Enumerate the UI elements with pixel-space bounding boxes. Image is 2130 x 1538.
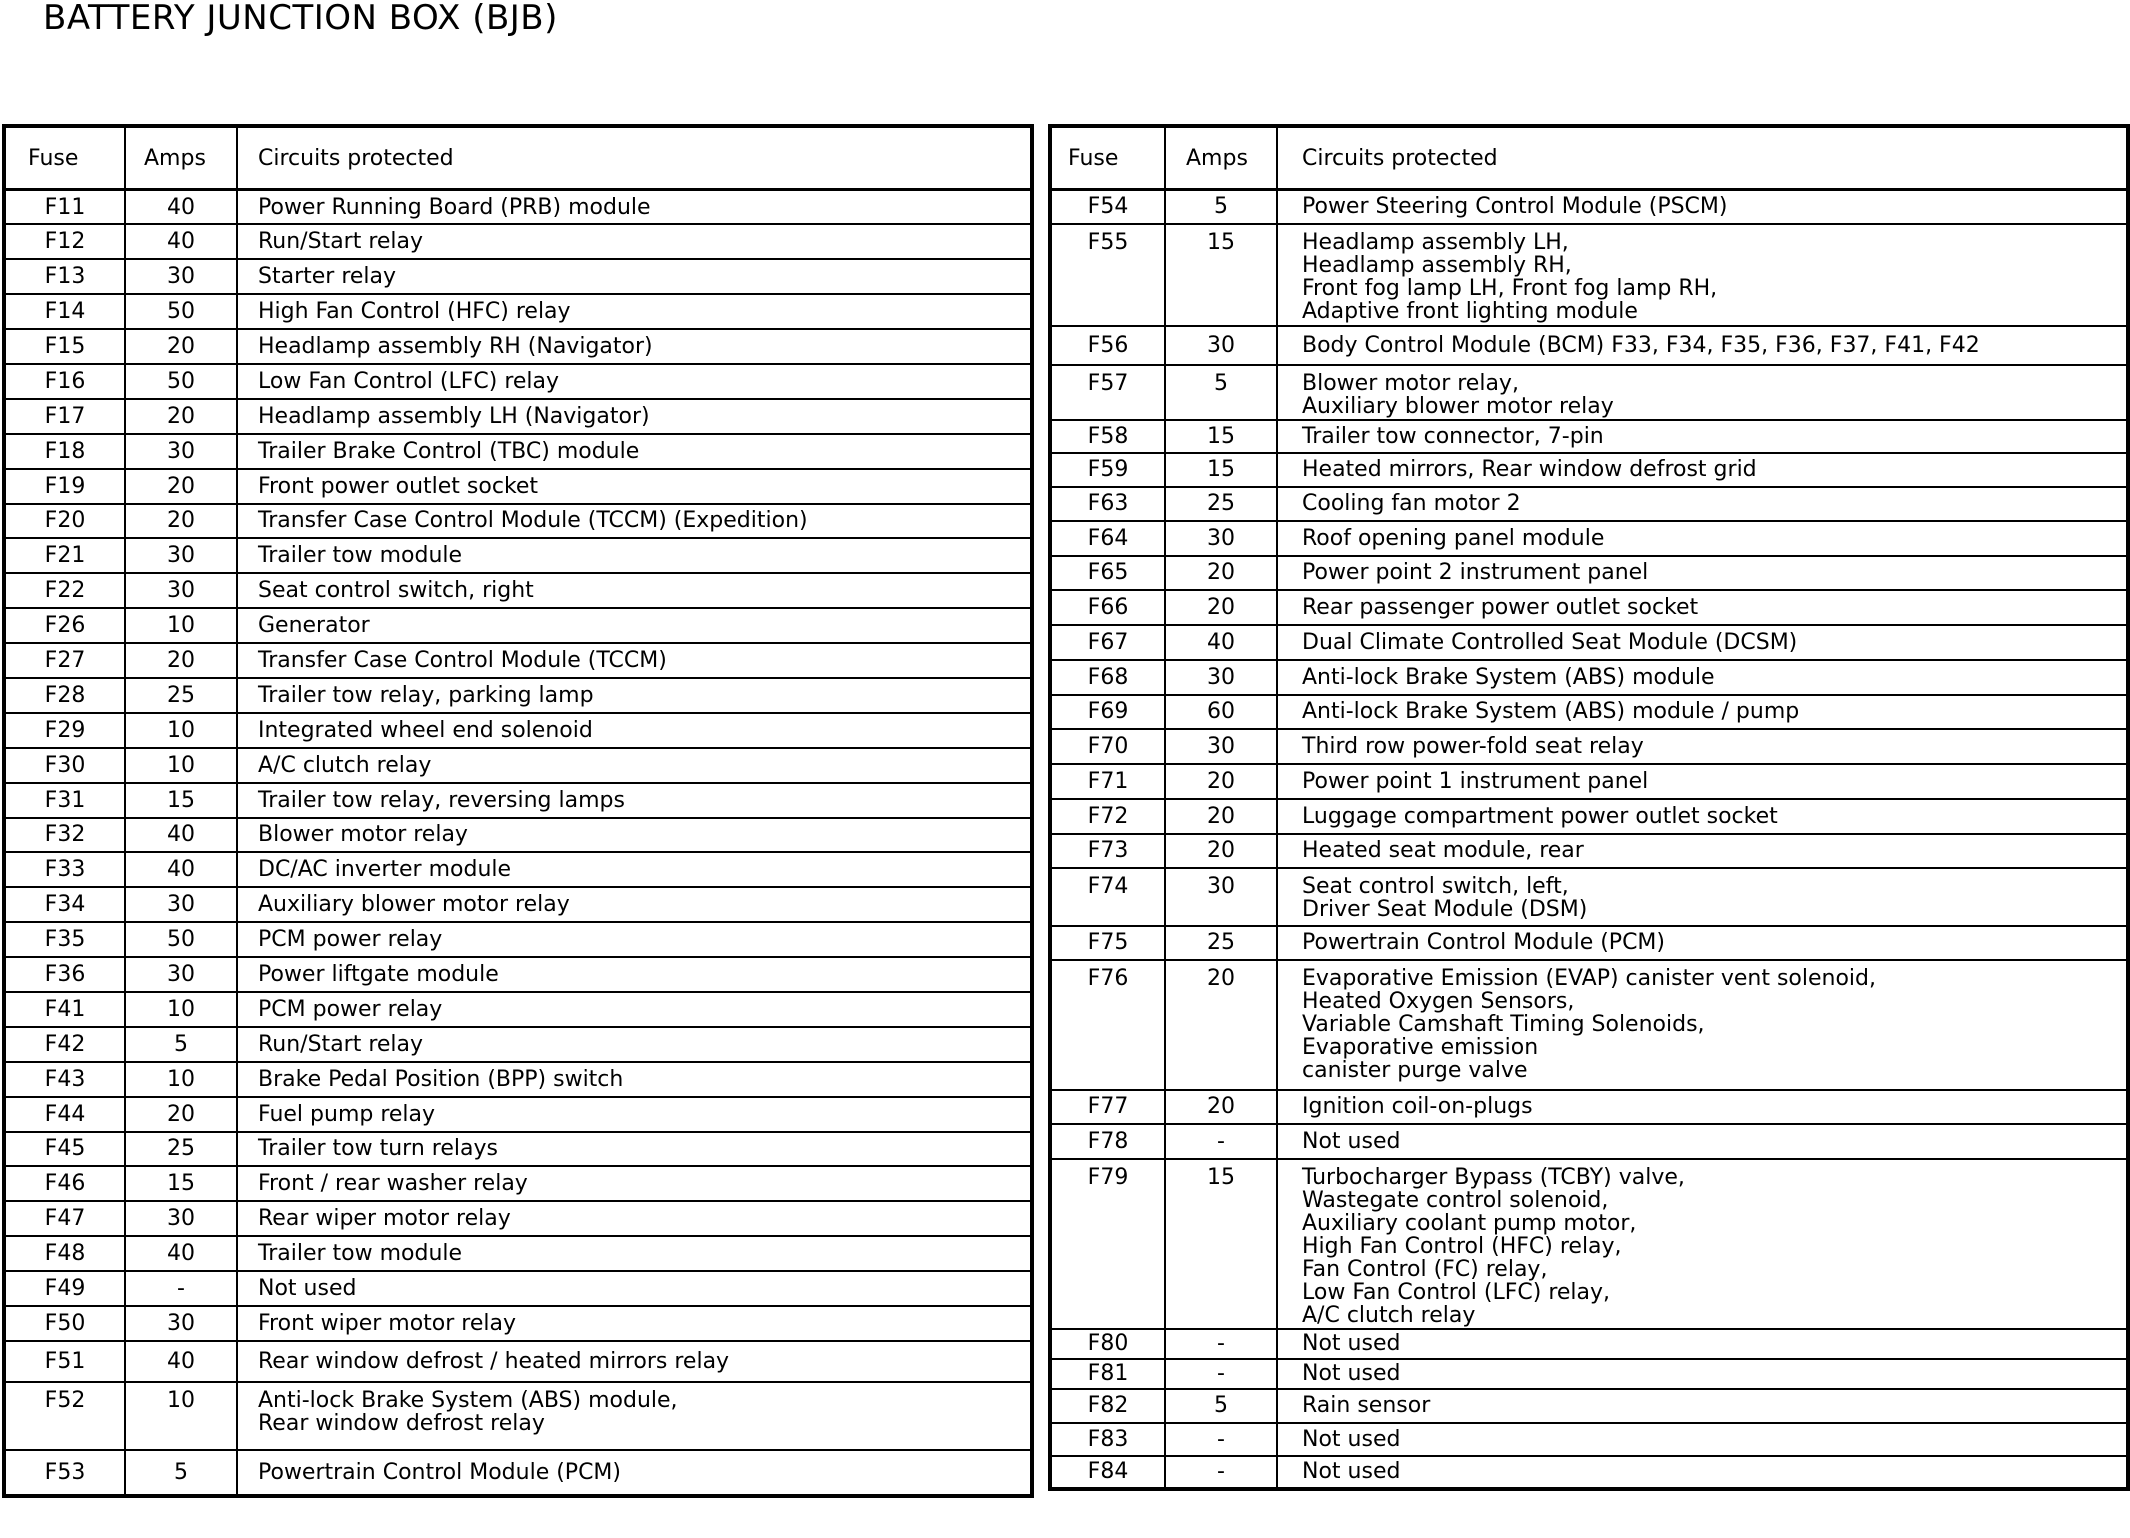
amps-cell: 15	[1165, 1159, 1277, 1329]
fuse-id-cell: F31	[4, 783, 125, 818]
amps-cell: 20	[1165, 799, 1277, 834]
fuse-id-cell: F42	[4, 1027, 125, 1062]
fuse-id-cell: F45	[4, 1132, 125, 1167]
table-header-row	[1050, 126, 2128, 190]
circuits-cell: Blower motor relay, Auxiliary blower motor relay	[1277, 365, 2128, 420]
fuse-id-cell: F84	[1050, 1456, 1165, 1489]
circuits-cell: Seat control switch, right	[237, 573, 1032, 608]
fuse-row	[1050, 1090, 2128, 1124]
fuse-id-cell: F53	[4, 1450, 125, 1496]
fuse-row	[4, 259, 1032, 294]
amps-cell: -	[1165, 1359, 1277, 1389]
fuse-row	[4, 1341, 1032, 1382]
circuits-cell: PCM power relay	[237, 992, 1032, 1027]
fuse-id-cell: F13	[4, 259, 125, 294]
fuse-id-cell: F19	[4, 469, 125, 504]
amps-cell: 30	[125, 259, 237, 294]
fuse-id-cell: F11	[4, 190, 125, 225]
fuse-row	[4, 329, 1032, 364]
circuits-cell: Third row power-fold seat relay	[1277, 729, 2128, 764]
amps-cell: 30	[1165, 660, 1277, 695]
amps-cell: 60	[1165, 695, 1277, 729]
amps-cell: 40	[125, 1236, 237, 1271]
amps-cell: 30	[1165, 868, 1277, 926]
circuits-cell: Front wiper motor relay	[237, 1306, 1032, 1341]
fuse-id-cell: F30	[4, 748, 125, 783]
fuse-id-cell: F15	[4, 329, 125, 364]
amps-cell: 20	[125, 504, 237, 539]
amps-cell: -	[1165, 1329, 1277, 1359]
fuse-row	[1050, 590, 2128, 625]
amps-cell: 5	[125, 1450, 237, 1496]
fuse-row	[1050, 625, 2128, 660]
amps-cell: 15	[1165, 420, 1277, 453]
circuits-cell: Dual Climate Controlled Seat Module (DCSM)	[1277, 625, 2128, 660]
fuse-id-cell: F50	[4, 1306, 125, 1341]
fuse-row	[1050, 695, 2128, 729]
fuse-id-cell: F35	[4, 922, 125, 957]
amps-cell: 20	[125, 1097, 237, 1132]
fuse-id-cell: F33	[4, 852, 125, 887]
fuse-id-cell: F58	[1050, 420, 1165, 453]
fuse-row	[4, 643, 1032, 678]
fuse-row	[4, 992, 1032, 1027]
amps-cell: 40	[125, 852, 237, 887]
circuits-cell: Anti-lock Brake System (ABS) module, Rear window defrost relay	[237, 1382, 1032, 1450]
circuits-cell: Power liftgate module	[237, 957, 1032, 992]
circuits-cell: Run/Start relay	[237, 224, 1032, 259]
fuse-row	[4, 748, 1032, 783]
amps-cell: 30	[1165, 729, 1277, 764]
fuse-id-cell: F59	[1050, 453, 1165, 487]
fuse-id-cell: F63	[1050, 487, 1165, 521]
fuse-id-cell: F29	[4, 713, 125, 748]
fuse-id-cell: F67	[1050, 625, 1165, 660]
fuse-row	[4, 573, 1032, 608]
circuits-cell: Trailer tow turn relays	[237, 1132, 1032, 1167]
fuse-row	[4, 713, 1032, 748]
amps-cell: 20	[1165, 1090, 1277, 1124]
fuse-id-cell: F34	[4, 887, 125, 922]
amps-cell: 20	[1165, 590, 1277, 625]
fuse-id-cell: F48	[4, 1236, 125, 1271]
fuse-row	[1050, 190, 2128, 224]
amps-cell: 20	[1165, 834, 1277, 868]
circuits-cell: Not used	[237, 1271, 1032, 1306]
circuits-cell: Power point 1 instrument panel	[1277, 764, 2128, 799]
fuse-row	[1050, 960, 2128, 1090]
amps-cell: 5	[1165, 365, 1277, 420]
fuse-row	[1050, 1389, 2128, 1423]
table-header-row	[4, 126, 1032, 190]
circuits-cell: Front / rear washer relay	[237, 1166, 1032, 1201]
amps-cell: 15	[1165, 224, 1277, 326]
fuse-table-left	[2, 124, 1034, 1498]
fuse-id-cell: F52	[4, 1382, 125, 1450]
circuits-cell: Brake Pedal Position (BPP) switch	[237, 1062, 1032, 1097]
circuits-cell: Rear passenger power outlet socket	[1277, 590, 2128, 625]
circuits-cell: Heated mirrors, Rear window defrost grid	[1277, 453, 2128, 487]
fuse-row	[1050, 868, 2128, 926]
amps-column-header: Amps	[125, 126, 237, 190]
amps-cell: -	[125, 1271, 237, 1306]
fuse-row	[4, 1132, 1032, 1167]
circuits-cell: High Fan Control (HFC) relay	[237, 294, 1032, 329]
amps-cell: 50	[125, 364, 237, 399]
fuse-row	[4, 294, 1032, 329]
circuits-cell: Integrated wheel end solenoid	[237, 713, 1032, 748]
fuse-id-cell: F79	[1050, 1159, 1165, 1329]
circuits-cell: Anti-lock Brake System (ABS) module	[1277, 660, 2128, 695]
fuse-row	[1050, 521, 2128, 556]
fuse-row	[4, 1271, 1032, 1306]
fuse-row	[4, 399, 1032, 434]
fuse-row	[4, 818, 1032, 853]
circuits-cell: Trailer tow module	[237, 1236, 1032, 1271]
fuse-id-cell: F41	[4, 992, 125, 1027]
fuse-row	[4, 1306, 1032, 1341]
fuse-row	[1050, 365, 2128, 420]
fuse-row	[1050, 224, 2128, 326]
circuits-cell: Ignition coil-on-plugs	[1277, 1090, 2128, 1124]
amps-cell: 40	[125, 1341, 237, 1382]
circuits-cell: Cooling fan motor 2	[1277, 487, 2128, 521]
circuits-cell: Trailer tow connector, 7-pin	[1277, 420, 2128, 453]
fuse-row	[1050, 799, 2128, 834]
fuse-row	[4, 1027, 1032, 1062]
fuse-row	[4, 887, 1032, 922]
amps-cell: 10	[125, 992, 237, 1027]
fuse-row	[1050, 1329, 2128, 1359]
amps-cell: 5	[1165, 190, 1277, 224]
circuits-cell: Trailer tow relay, parking lamp	[237, 678, 1032, 713]
amps-cell: 25	[1165, 926, 1277, 960]
circuits-cell: Rear window defrost / heated mirrors relay	[237, 1341, 1032, 1382]
amps-cell: 10	[125, 748, 237, 783]
fuse-id-cell: F73	[1050, 834, 1165, 868]
circuits-cell: Power Steering Control Module (PSCM)	[1277, 190, 2128, 224]
circuits-cell: Front power outlet socket	[237, 469, 1032, 504]
amps-cell: 30	[125, 538, 237, 573]
fuse-row	[4, 1201, 1032, 1236]
amps-cell: 20	[125, 329, 237, 364]
circuits-cell: Blower motor relay	[237, 818, 1032, 853]
fuse-id-cell: F43	[4, 1062, 125, 1097]
fuse-id-cell: F83	[1050, 1423, 1165, 1456]
amps-cell: 40	[125, 818, 237, 853]
fuse-id-cell: F76	[1050, 960, 1165, 1090]
fuse-row	[1050, 660, 2128, 695]
circuits-cell: Not used	[1277, 1124, 2128, 1159]
fuse-row	[4, 957, 1032, 992]
amps-cell: 30	[1165, 521, 1277, 556]
fuse-row	[1050, 556, 2128, 590]
fuse-id-cell: F75	[1050, 926, 1165, 960]
fuse-id-cell: F72	[1050, 799, 1165, 834]
fuse-id-cell: F81	[1050, 1359, 1165, 1389]
amps-cell: -	[1165, 1423, 1277, 1456]
circuits-cell: Run/Start relay	[237, 1027, 1032, 1062]
circuits-cell: Luggage compartment power outlet socket	[1277, 799, 2128, 834]
amps-cell: 20	[1165, 960, 1277, 1090]
amps-cell: 10	[125, 713, 237, 748]
circuits-cell: Roof opening panel module	[1277, 521, 2128, 556]
fuse-row	[4, 1062, 1032, 1097]
circuits-cell: Not used	[1277, 1423, 2128, 1456]
fuse-id-cell: F68	[1050, 660, 1165, 695]
fuse-row	[4, 1236, 1032, 1271]
circuits-cell: Turbocharger Bypass (TCBY) valve, Wastegate control solenoid, Auxiliary coolant pump motor, High Fan Control (HFC) relay, Fan Control (FC) relay, Low Fan Control (LFC) relay, A/C clutch relay	[1277, 1159, 2128, 1329]
circuits-cell: Rain sensor	[1277, 1389, 2128, 1423]
fuse-row	[4, 608, 1032, 643]
circuits-cell: Generator	[237, 608, 1032, 643]
fuse-id-cell: F49	[4, 1271, 125, 1306]
amps-cell: 20	[125, 399, 237, 434]
fuse-row	[4, 190, 1032, 225]
fuse-id-cell: F36	[4, 957, 125, 992]
fuse-id-cell: F66	[1050, 590, 1165, 625]
fuse-row	[4, 364, 1032, 399]
amps-cell: 25	[125, 1132, 237, 1167]
circuits-cell: DC/AC inverter module	[237, 852, 1032, 887]
amps-cell: 10	[125, 1062, 237, 1097]
circuits-cell: Powertrain Control Module (PCM)	[237, 1450, 1032, 1496]
circuits-cell: Not used	[1277, 1329, 2128, 1359]
fuse-id-cell: F65	[1050, 556, 1165, 590]
circuits-cell: Trailer Brake Control (TBC) module	[237, 434, 1032, 469]
fuse-id-cell: F54	[1050, 190, 1165, 224]
circuits-column-header: Circuits protected	[1277, 126, 2128, 190]
fuse-row	[4, 678, 1032, 713]
fuse-id-cell: F28	[4, 678, 125, 713]
amps-cell: 30	[1165, 326, 1277, 365]
fuse-id-cell: F18	[4, 434, 125, 469]
circuits-cell: Auxiliary blower motor relay	[237, 887, 1032, 922]
fuse-row	[1050, 420, 2128, 453]
fuse-id-cell: F56	[1050, 326, 1165, 365]
amps-cell: 30	[125, 1306, 237, 1341]
fuse-id-cell: F80	[1050, 1329, 1165, 1359]
circuits-column-header: Circuits protected	[237, 126, 1032, 190]
amps-cell: 5	[1165, 1389, 1277, 1423]
fuse-id-cell: F69	[1050, 695, 1165, 729]
fuse-row	[4, 852, 1032, 887]
circuits-cell: Headlamp assembly LH, Headlamp assembly RH, Front fog lamp LH, Front fog lamp RH, Adaptive front lighting module	[1277, 224, 2128, 326]
amps-cell: 50	[125, 294, 237, 329]
fuse-row	[4, 504, 1032, 539]
amps-cell: 5	[125, 1027, 237, 1062]
fuse-id-cell: F44	[4, 1097, 125, 1132]
amps-cell: 15	[125, 783, 237, 818]
circuits-cell: Power Running Board (PRB) module	[237, 190, 1032, 225]
fuse-id-cell: F14	[4, 294, 125, 329]
fuse-id-cell: F78	[1050, 1124, 1165, 1159]
amps-cell: 15	[1165, 453, 1277, 487]
fuse-row	[4, 469, 1032, 504]
fuse-row	[1050, 729, 2128, 764]
fuse-row	[4, 1166, 1032, 1201]
fuse-row	[4, 1450, 1032, 1496]
fuse-row	[4, 538, 1032, 573]
fuse-id-cell: F20	[4, 504, 125, 539]
amps-cell: 50	[125, 922, 237, 957]
amps-cell: 20	[125, 469, 237, 504]
fuse-row	[1050, 326, 2128, 365]
amps-cell: 10	[125, 608, 237, 643]
fuse-id-cell: F46	[4, 1166, 125, 1201]
fuse-id-cell: F77	[1050, 1090, 1165, 1124]
fuse-row	[1050, 1423, 2128, 1456]
amps-cell: 30	[125, 1201, 237, 1236]
fuse-id-cell: F55	[1050, 224, 1165, 326]
fuse-row	[4, 783, 1032, 818]
circuits-cell: Body Control Module (BCM) F33, F34, F35, F36, F37, F41, F42	[1277, 326, 2128, 365]
amps-cell: 40	[125, 224, 237, 259]
fuse-id-cell: F26	[4, 608, 125, 643]
circuits-cell: Seat control switch, left, Driver Seat Module (DSM)	[1277, 868, 2128, 926]
circuits-cell: Heated seat module, rear	[1277, 834, 2128, 868]
circuits-cell: Trailer tow relay, reversing lamps	[237, 783, 1032, 818]
circuits-cell: Starter relay	[237, 259, 1032, 294]
amps-cell: 30	[125, 957, 237, 992]
fuse-id-cell: F22	[4, 573, 125, 608]
fuse-id-cell: F70	[1050, 729, 1165, 764]
circuits-cell: Low Fan Control (LFC) relay	[237, 364, 1032, 399]
fuse-row	[4, 1097, 1032, 1132]
circuits-cell: Transfer Case Control Module (TCCM)	[237, 643, 1032, 678]
amps-cell: 30	[125, 887, 237, 922]
fuse-table-right	[1048, 124, 2130, 1491]
amps-cell: 25	[125, 678, 237, 713]
fuse-id-cell: F64	[1050, 521, 1165, 556]
fuse-id-cell: F82	[1050, 1389, 1165, 1423]
amps-cell: 20	[1165, 764, 1277, 799]
fuse-id-cell: F12	[4, 224, 125, 259]
amps-cell: 30	[125, 434, 237, 469]
amps-cell: -	[1165, 1456, 1277, 1489]
fuse-id-cell: F16	[4, 364, 125, 399]
fuse-row	[1050, 1124, 2128, 1159]
fuse-row	[1050, 453, 2128, 487]
circuits-cell: Rear wiper motor relay	[237, 1201, 1032, 1236]
fuse-row	[4, 922, 1032, 957]
amps-cell: -	[1165, 1124, 1277, 1159]
circuits-cell: Transfer Case Control Module (TCCM) (Expedition)	[237, 504, 1032, 539]
amps-cell: 30	[125, 573, 237, 608]
amps-cell: 20	[125, 643, 237, 678]
circuits-cell: Evaporative Emission (EVAP) canister vent solenoid, Heated Oxygen Sensors, Variable Camshaft Timing Solenoids, Evaporative emission canister purge valve	[1277, 960, 2128, 1090]
amps-column-header: Amps	[1165, 126, 1277, 190]
fuse-id-cell: F57	[1050, 365, 1165, 420]
fuse-id-cell: F74	[1050, 868, 1165, 926]
amps-cell: 15	[125, 1166, 237, 1201]
circuits-cell: Headlamp assembly RH (Navigator)	[237, 329, 1032, 364]
circuits-cell: Not used	[1277, 1456, 2128, 1489]
fuse-row	[1050, 1159, 2128, 1329]
fuse-row	[1050, 926, 2128, 960]
circuits-cell: Fuel pump relay	[237, 1097, 1032, 1132]
circuits-cell: Powertrain Control Module (PCM)	[1277, 926, 2128, 960]
circuits-cell: Power point 2 instrument panel	[1277, 556, 2128, 590]
amps-cell: 40	[1165, 625, 1277, 660]
amps-cell: 40	[125, 190, 237, 225]
amps-cell: 25	[1165, 487, 1277, 521]
amps-cell: 10	[125, 1382, 237, 1450]
amps-cell: 20	[1165, 556, 1277, 590]
fuse-row	[1050, 764, 2128, 799]
circuits-cell: Anti-lock Brake System (ABS) module / pump	[1277, 695, 2128, 729]
fuse-id-cell: F47	[4, 1201, 125, 1236]
fuse-row	[4, 1382, 1032, 1450]
fuse-id-cell: F32	[4, 818, 125, 853]
circuits-cell: A/C clutch relay	[237, 748, 1032, 783]
fuse-column-header: Fuse	[1050, 126, 1165, 190]
circuits-cell: PCM power relay	[237, 922, 1032, 957]
fuse-row	[1050, 1456, 2128, 1489]
fuse-id-cell: F51	[4, 1341, 125, 1382]
page-title: BATTERY JUNCTION BOX (BJB)	[43, 0, 558, 38]
fuse-row	[4, 224, 1032, 259]
fuse-row	[1050, 834, 2128, 868]
fuse-row	[1050, 1359, 2128, 1389]
fuse-id-cell: F21	[4, 538, 125, 573]
fuse-id-cell: F27	[4, 643, 125, 678]
fuse-row	[1050, 487, 2128, 521]
circuits-cell: Headlamp assembly LH (Navigator)	[237, 399, 1032, 434]
fuse-id-cell: F71	[1050, 764, 1165, 799]
fuse-column-header: Fuse	[4, 126, 125, 190]
circuits-cell: Not used	[1277, 1359, 2128, 1389]
fuse-row	[4, 434, 1032, 469]
fuse-id-cell: F17	[4, 399, 125, 434]
circuits-cell: Trailer tow module	[237, 538, 1032, 573]
